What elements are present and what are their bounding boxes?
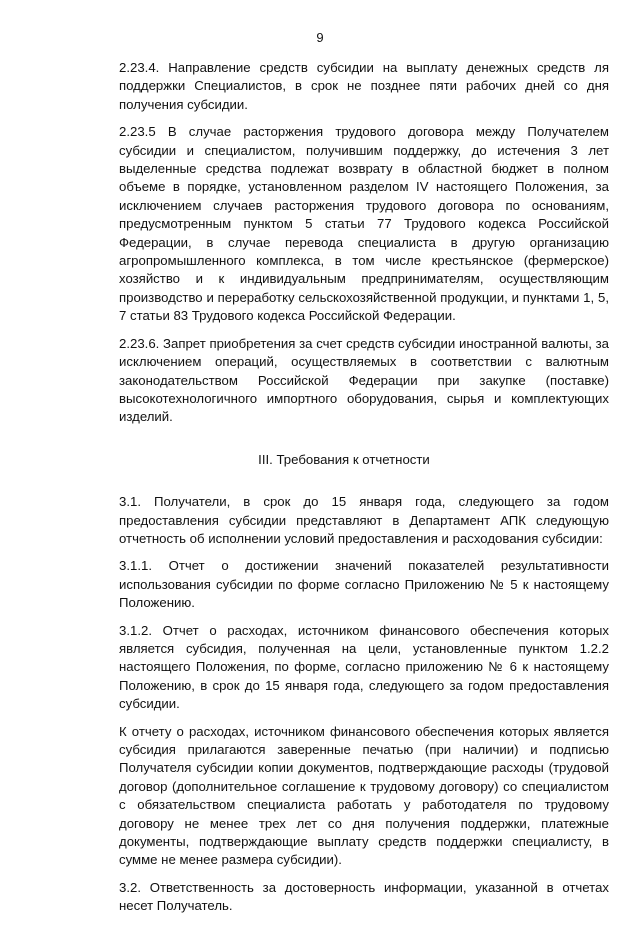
paragraph-3-1-2: 3.1.2. Отчет о расходах, источником финансового обеспечения которых является субсидия, полученная на цели, установленные пунктом 1.2.2 настоящего Положения, по форме, согласно приложению № 6 к настоящему Положению, в срок до 15 января года, следующего за годом предоставления субсидии. bbox=[119, 622, 609, 712]
paragraph-2-23-6: 2.23.6. Запрет приобретения за счет средств субсидии иностранной валюты, за исключением операций, осуществляемых в соответствии с валютным законодательством Российской Федерации при закупке (поставке) высокотехнологичного импортного оборудования, сырья и комплектующих изделий. bbox=[119, 335, 609, 425]
paragraph-3-2: 3.2. Ответственность за достоверность информации, указанной в отчетах несет Получатель. bbox=[119, 879, 609, 914]
paragraph-2-23-5: 2.23.5 В случае расторжения трудового договора между Получателем субсидии и специалистом, получившим поддержку, до истечения 3 лет выделенные средства подлежат возврату в областной бюджет в полном объеме в порядке, установленном разделом IV настоящего Положения, за исключением случаев расторжения трудового договора по основаниям, предусмотренным пунктом 5 статьи 77 Трудового кодекса Российской Федерации, в случае перевода специалиста в другую организацию агропромышленного комплекса, в том числе крестьянское (фермерское) хозяйство и к индивидуальным предпринимателям, осуществляющим производство и переработку сельскохозяйственной продукции, и пунктами 1, 5, 7 статьи 83 Трудового кодекса Российской Федерации. bbox=[119, 124, 609, 324]
paragraph-2-23-4: 2.23.4. Направление средств субсидии на выплату денежных средств ля поддержки Специалистов, в срок не позднее пяти рабочих дней со дня получения субсидии. bbox=[119, 60, 609, 112]
document-body bbox=[119, 59, 609, 925]
page-number: 9 bbox=[316, 30, 324, 45]
paragraph-3-1: 3.1. Получатели, в срок до 15 января года, следующего за годом предоставления субсидии представляют в Департамент АПК следующую отчетность об исполнении условий предоставления и расходования субсидии: bbox=[119, 494, 609, 546]
paragraph-report-attachments: К отчету о расходах, источником финансового обеспечения которых является субсидия прилагаются заверенные печатью (при наличии) и подписью Получателя субсидии копии документов, подтверждающие расходы (трудовой договор (дополнительное соглашение к трудовому договору) со специалистом с обязательством специалиста работать у работодателя по трудовому договору не менее трех лет со дня получения поддержки, платежные документы, подтверждающие выплату средств поддержки специалисту, в сумме не менее размера субсидии). bbox=[119, 723, 609, 868]
section-title: III. Требования к отчетности bbox=[258, 451, 430, 467]
paragraph-3-1-1: 3.1.1. Отчет о достижении значений показателей результативности использования субсидии по форме согласно Приложению № 5 к настоящему Положению. bbox=[119, 558, 609, 611]
